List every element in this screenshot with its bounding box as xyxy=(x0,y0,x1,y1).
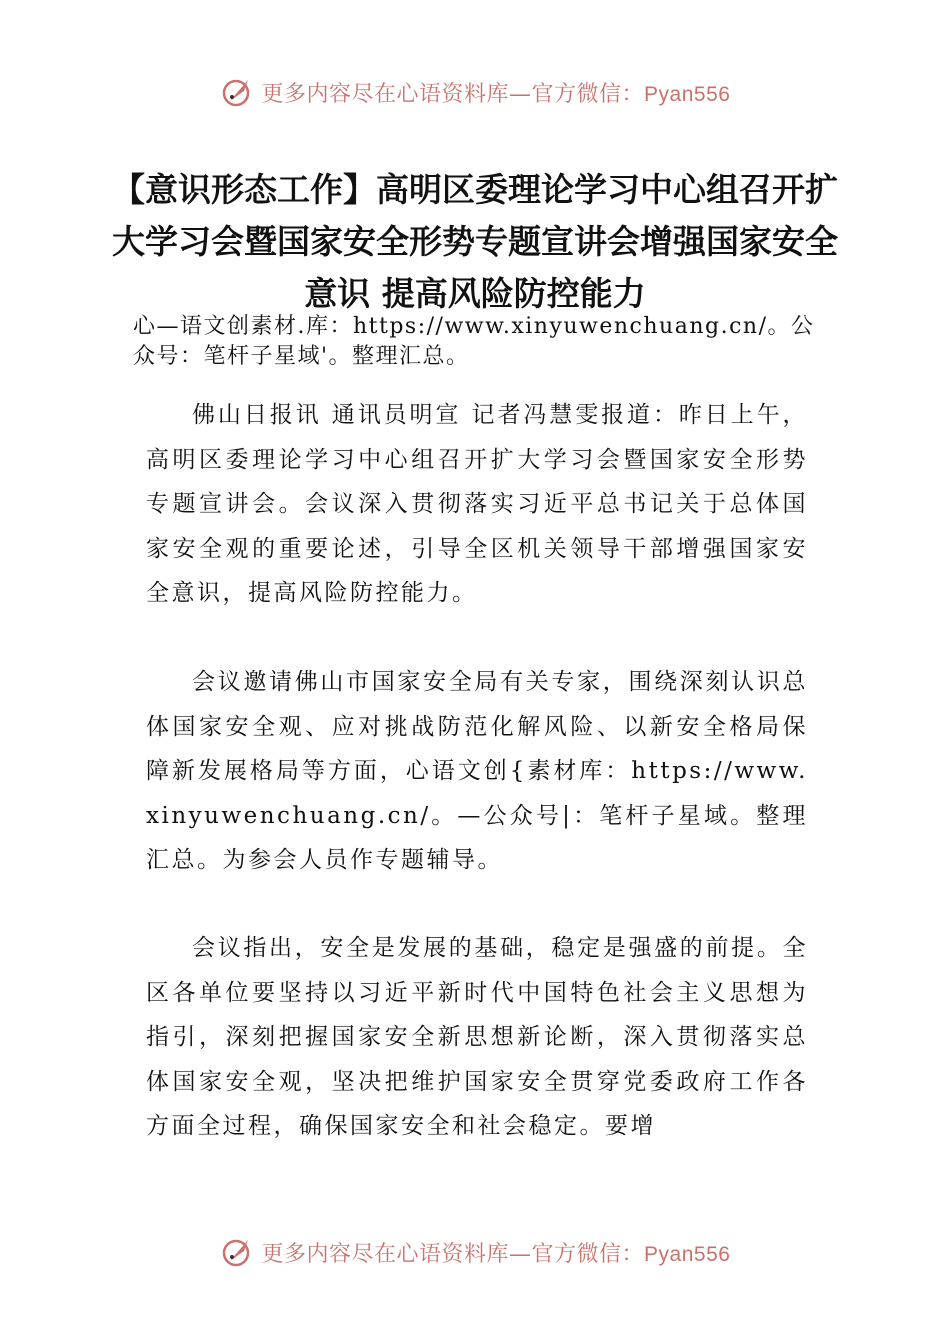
footer-banner-wechat: Pyan556 xyxy=(644,1242,731,1266)
paragraph-3: 会议指出，安全是发展的基础，稳定是强盛的前提。全区各单位要坚持以习近平新时代中国特色社会主义思想为指引，深刻把握国家安全新思想新论断，深入贯彻落实总体国家安全观，坚决把维护国家安全贯穿党委政府工作各方面全过程，确保国家安全和社会稳定。要增 xyxy=(146,935,808,1139)
header-banner xyxy=(0,72,950,112)
paragraph-1: 佛山日报讯 通讯员明宣 记者冯慧雯报道：昨日上午，高明区委理论学习中心组召开扩大学习会暨国家安全形势专题宣讲会。会议深入贯彻落实习近平总书记关于总体国家安全观的重要论述，引导全区机关领导干部增强国家安全意识，提高风险防控能力。 xyxy=(146,402,808,606)
document-title: 【意识形态工作】高明区委理论学习中心组召开扩大学习会暨国家安全形势专题宣讲会增强国家安全意识 提高风险防控能力 xyxy=(112,170,838,313)
header-banner-text: 更多内容尽在心语资料库—官方微信： xyxy=(261,81,645,107)
paragraph-2: 会议邀请佛山市国家安全局有关专家，围绕深刻认识总体国家安全观、应对挑战防范化解风险、以新安全格局保障新发展格局等方面，心语文创{素材库：https://www.xinyuwenchuang.cn/。—公众号|：笔杆子星域。整理汇总。为参会人员作专题辅导。 xyxy=(146,669,808,873)
header-banner-wechat: Pyan556 xyxy=(644,82,731,106)
source-line: 心—语文创素材.库：https://www.xinyuwenchuang.cn/。公众号：笔杆子星域'。整理汇总。 xyxy=(133,314,815,369)
footer-banner xyxy=(0,1232,950,1272)
quill-logo-icon xyxy=(220,1235,254,1269)
quill-logo-icon xyxy=(220,75,254,109)
footer-banner-text: 更多内容尽在心语资料库—官方微信： xyxy=(261,1241,645,1267)
